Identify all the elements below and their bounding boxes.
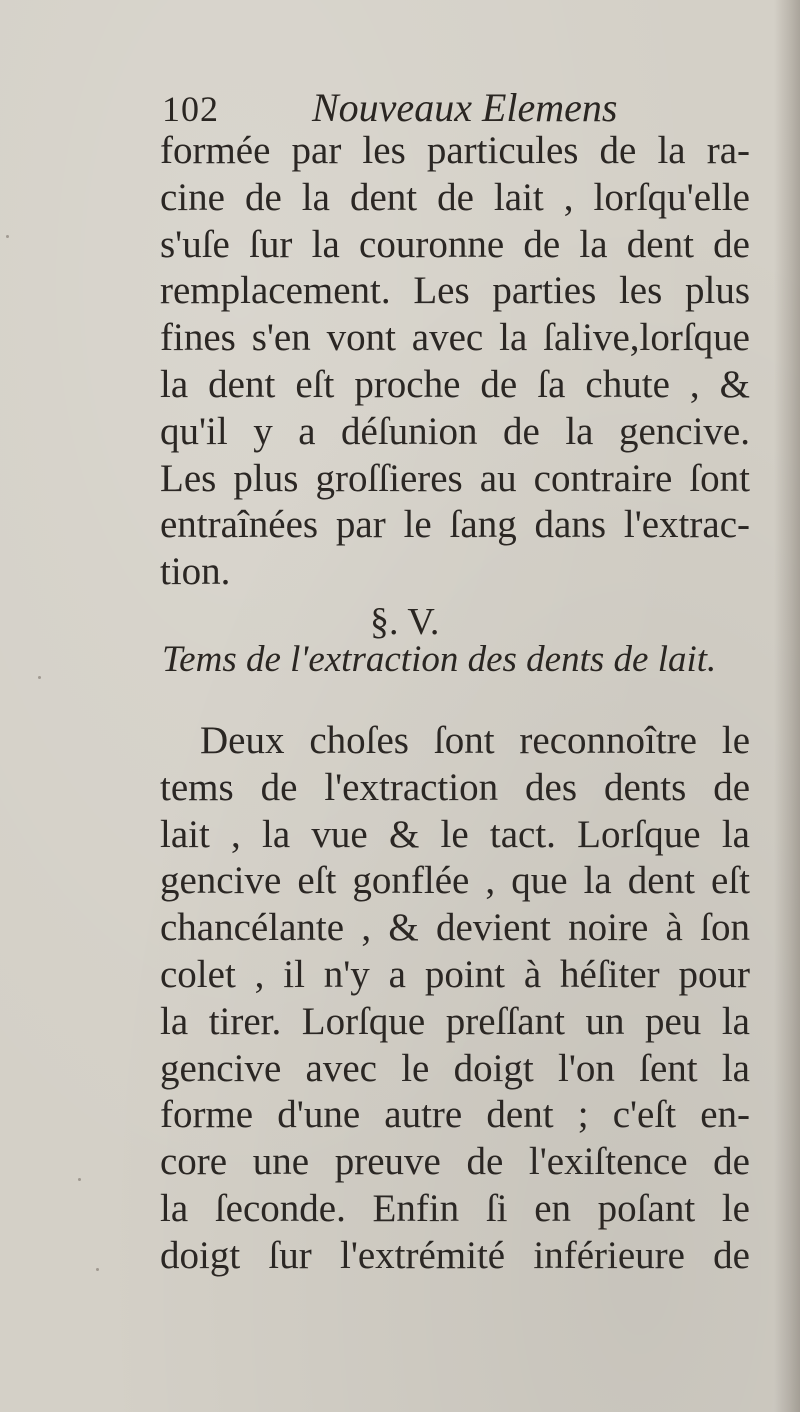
page-number: 102: [162, 89, 219, 129]
text-line: la tirer. Lorſque preſſant un peu la: [160, 999, 750, 1043]
text-line: Les plus groſſieres au contraire ſont: [160, 456, 750, 500]
paragraph: [160, 718, 750, 1280]
text-line: remplacement. Les parties les plus: [160, 269, 750, 313]
text-line: la ſeconde. Enfin ſi en poſant le: [160, 1186, 750, 1230]
paper-speck: [78, 1178, 81, 1181]
text-line: lait , la vue & le tact. Lorſque la: [160, 812, 750, 856]
text-line: gencive eſt gonflée , que la dent eſt: [160, 859, 750, 903]
section-title: Tems de l'extraction des dents de lait.: [162, 639, 717, 680]
section-number: §. V.: [370, 601, 440, 643]
paper-speck: [6, 235, 9, 238]
text-line: doigt ſur l'extrémité inférieure de: [160, 1233, 750, 1277]
text-line: cine de la dent de lait , lorſqu'elle: [160, 175, 750, 219]
running-head: Nouveaux Elemens: [312, 85, 618, 130]
text-line: entraînées par le ſang dans l'extrac-: [160, 503, 750, 547]
text-line: qu'il y a déſunion de la gencive.: [160, 409, 750, 453]
page-gutter-shadow: [774, 0, 800, 1412]
text-line: tems de l'extraction des dents de: [160, 765, 750, 809]
text-line: gencive avec le doigt l'on ſent la: [160, 1046, 750, 1090]
text-line: colet , il n'y a point à héſiter pour: [160, 952, 750, 996]
text-line: la dent eſt proche de ſa chute , &: [160, 362, 750, 406]
text-line: fines s'en vont avec la ſalive,lorſque: [160, 316, 750, 360]
text-line: core une preuve de l'exiſtence de: [160, 1140, 750, 1184]
paragraph-continued: [160, 128, 750, 596]
paper-speck: [96, 1268, 99, 1271]
text-line: s'uſe ſur la couronne de la dent de: [160, 222, 750, 266]
text-line: formée par les particules de la ra-: [160, 129, 750, 172]
text-line: Deux choſes ſont reconnoître le: [200, 719, 750, 762]
text-line: forme d'une autre dent ; c'eſt en-: [160, 1093, 750, 1137]
paper-speck: [38, 676, 41, 679]
text-line: tion.: [160, 550, 231, 594]
text-line: chancélante , & devient noire à ſon: [160, 906, 750, 950]
